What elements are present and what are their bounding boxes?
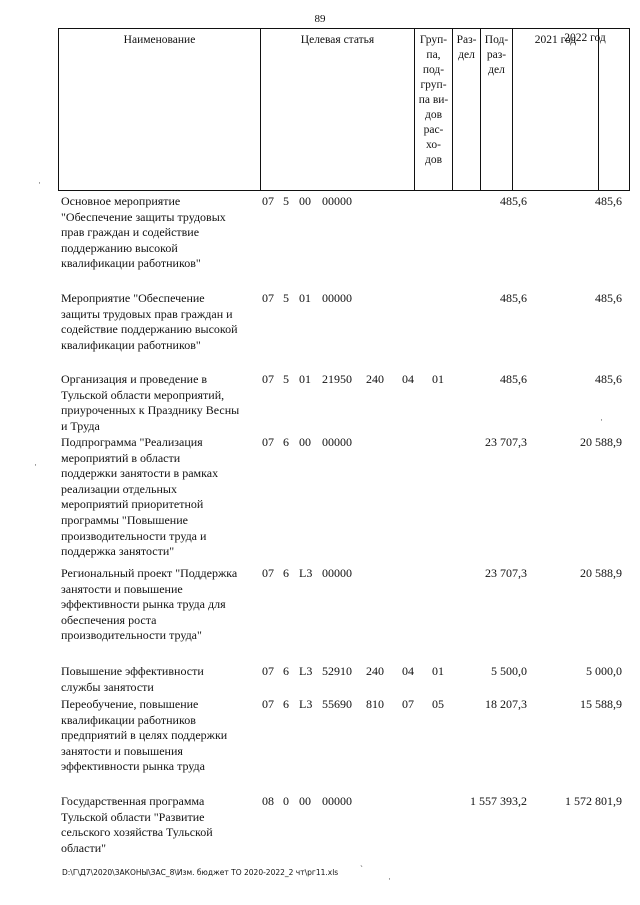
header-group-line: под- xyxy=(422,64,445,76)
scan-speck: · xyxy=(38,178,41,188)
code-subprogram: 6 xyxy=(283,435,289,449)
page-number: 89 xyxy=(314,13,326,25)
header-group-line: па ви- xyxy=(418,94,449,106)
code-program: 07 xyxy=(262,566,274,580)
value-2022: 15 588,9 xyxy=(580,697,622,711)
row-name-line: производительности труда" xyxy=(61,628,202,643)
row-name-line: обеспечения роста xyxy=(61,612,157,627)
code-subprogram: 5 xyxy=(283,291,289,305)
header-group-line: дов xyxy=(424,109,443,121)
scan-speck: · xyxy=(388,874,391,884)
row-name-line: Переобучение, повышение xyxy=(61,697,199,711)
row-name-line: занятости и повышения xyxy=(61,743,183,758)
scan-speck: · xyxy=(34,460,37,470)
header-group-line: Груп- xyxy=(419,34,448,46)
code-direction: 00000 xyxy=(322,291,352,305)
header-group xyxy=(415,29,453,190)
row-name-line: Организация и проведение в xyxy=(61,372,208,386)
expense-group: 240 xyxy=(366,664,384,678)
header-group-line: дов xyxy=(424,154,443,166)
row-name-line: Региональный проект "Поддержка xyxy=(61,566,238,580)
header-year-2022-spacer xyxy=(599,29,629,190)
header-target-article: Целевая статья xyxy=(261,29,415,190)
header-section-line: дел xyxy=(458,49,475,61)
code-event: L3 xyxy=(299,697,313,711)
header-year-2022: 2022 год xyxy=(564,32,606,44)
section: 04 xyxy=(402,372,414,386)
row-name xyxy=(61,291,257,353)
row-name-line: Мероприятие "Обеспечение xyxy=(61,291,205,305)
code-subprogram: 6 xyxy=(283,664,289,678)
row-name-line: содействие поддержанию высокой xyxy=(61,322,238,337)
row-name-line: мероприятий в области xyxy=(61,450,181,465)
row-name xyxy=(61,194,257,272)
subsection: 05 xyxy=(432,697,444,711)
code-subprogram: 5 xyxy=(283,194,289,208)
code-event: L3 xyxy=(299,566,313,580)
code-direction: 21950 xyxy=(322,372,352,386)
value-2021: 18 207,3 xyxy=(485,697,527,711)
value-2021: 5 500,0 xyxy=(491,664,527,678)
code-event: 00 xyxy=(299,435,311,449)
code-direction: 00000 xyxy=(322,194,352,208)
value-2022: 20 588,9 xyxy=(580,566,622,580)
header-name: Наименование xyxy=(59,29,261,190)
value-2022: 20 588,9 xyxy=(580,435,622,449)
header-subsection xyxy=(481,29,513,190)
header-subsection-line: дел xyxy=(488,64,505,76)
row-name-line: приуроченных к Празднику Весны xyxy=(61,403,240,418)
code-event: 00 xyxy=(299,194,311,208)
row-name xyxy=(61,794,257,856)
value-2022: 485,6 xyxy=(595,291,622,305)
row-name-line: квалификации работников" xyxy=(61,337,201,352)
code-program: 07 xyxy=(262,664,274,678)
row-name-line: эффективности рынка труда xyxy=(61,759,205,774)
value-2021: 1 557 393,2 xyxy=(470,794,527,808)
code-direction: 55690 xyxy=(322,697,352,711)
row-name-line: Государственная программа xyxy=(61,794,205,808)
row-name xyxy=(61,435,257,560)
value-2021: 23 707,3 xyxy=(485,435,527,449)
table-header xyxy=(58,28,630,191)
row-name-line: поддержанию высокой xyxy=(61,240,178,255)
value-2022: 5 000,0 xyxy=(586,664,622,678)
code-program: 07 xyxy=(262,372,274,386)
expense-group: 810 xyxy=(366,697,384,711)
row-name-line: Тульской области "Развитие xyxy=(61,809,205,824)
value-2021: 485,6 xyxy=(500,291,527,305)
row-name-line: реализации отдельных xyxy=(61,481,177,496)
expense-group: 240 xyxy=(366,372,384,386)
row-name-line: производительности труда и xyxy=(61,528,207,543)
code-program: 08 xyxy=(262,794,274,808)
row-name-line: поддержки занятости в рамках xyxy=(61,466,219,481)
value-2022: 1 572 801,9 xyxy=(565,794,622,808)
code-direction: 00000 xyxy=(322,794,352,808)
row-name xyxy=(61,566,271,644)
code-subprogram: 5 xyxy=(283,372,289,386)
header-group-line: груп- xyxy=(420,79,447,91)
row-name-line: эффективности рынка труда для xyxy=(61,597,226,612)
scan-speck: · xyxy=(600,415,603,425)
row-name-line: предприятий в целях поддержки xyxy=(61,728,228,743)
row-name-line: Основное мероприятие xyxy=(61,194,181,208)
code-direction: 00000 xyxy=(322,566,352,580)
row-name-line: Тульской области мероприятий, xyxy=(61,387,225,402)
code-program: 07 xyxy=(262,435,274,449)
row-name xyxy=(61,372,257,434)
row-name-line: защиты трудовых прав граждан и xyxy=(61,306,233,321)
header-group-line: па, xyxy=(426,49,441,61)
code-direction: 52910 xyxy=(322,664,352,678)
header-subsection-line: раз- xyxy=(486,49,507,61)
value-2021: 485,6 xyxy=(500,372,527,386)
row-name-line: области" xyxy=(61,840,107,855)
code-program: 07 xyxy=(262,194,274,208)
code-event: 00 xyxy=(299,794,311,808)
value-2022: 485,6 xyxy=(595,194,622,208)
code-direction: 00000 xyxy=(322,435,352,449)
row-name-line: и Труда xyxy=(61,418,100,433)
row-name-line: поддержка занятости" xyxy=(61,544,175,559)
row-name-line: службы занятости xyxy=(61,679,154,694)
code-subprogram: 6 xyxy=(283,697,289,711)
code-event: 01 xyxy=(299,372,311,386)
row-name-line: прав граждан и содействие xyxy=(61,225,200,240)
header-year-2021: 2021 год xyxy=(513,29,599,190)
row-name-line: сельского хозяйства Тульской xyxy=(61,825,213,840)
value-2021: 485,6 xyxy=(500,194,527,208)
row-name-line: Повышение эффективности xyxy=(61,664,204,678)
header-group-line: хо- xyxy=(426,139,441,151)
code-event: L3 xyxy=(299,664,313,678)
row-name xyxy=(61,697,257,775)
row-name-line: мероприятий приоритетной xyxy=(61,497,204,512)
code-program: 07 xyxy=(262,697,274,711)
header-group-line: рас- xyxy=(423,124,444,136)
header-section xyxy=(453,29,481,190)
value-2021: 23 707,3 xyxy=(485,566,527,580)
row-name-line: занятости и повышение xyxy=(61,581,183,596)
value-2022: 485,6 xyxy=(595,372,622,386)
code-program: 07 xyxy=(262,291,274,305)
row-name-line: программы "Повышение xyxy=(61,512,188,527)
section: 04 xyxy=(402,664,414,678)
section: 07 xyxy=(402,697,414,711)
footer-file-path: D:\Г\Д7\2020\ЗАКОНЫ\ЗАС_8\Изм. бюджет ТО 2020-2022_2 чт\рг11.xls xyxy=(62,868,339,877)
header-subsection-line: Под- xyxy=(484,34,509,46)
subsection: 01 xyxy=(432,372,444,386)
row-name xyxy=(61,664,257,695)
scan-speck: ` xyxy=(360,864,363,874)
subsection: 01 xyxy=(432,664,444,678)
code-event: 01 xyxy=(299,291,311,305)
row-name-line: квалификации работников" xyxy=(61,256,201,271)
header-section-line: Раз- xyxy=(456,34,477,46)
code-subprogram: 6 xyxy=(283,566,289,580)
code-subprogram: 0 xyxy=(283,794,289,808)
row-name-line: квалификации работников xyxy=(61,712,196,727)
row-name-line: Подпрограмма "Реализация xyxy=(61,435,203,449)
row-name-line: "Обеспечение защиты трудовых xyxy=(61,209,226,224)
